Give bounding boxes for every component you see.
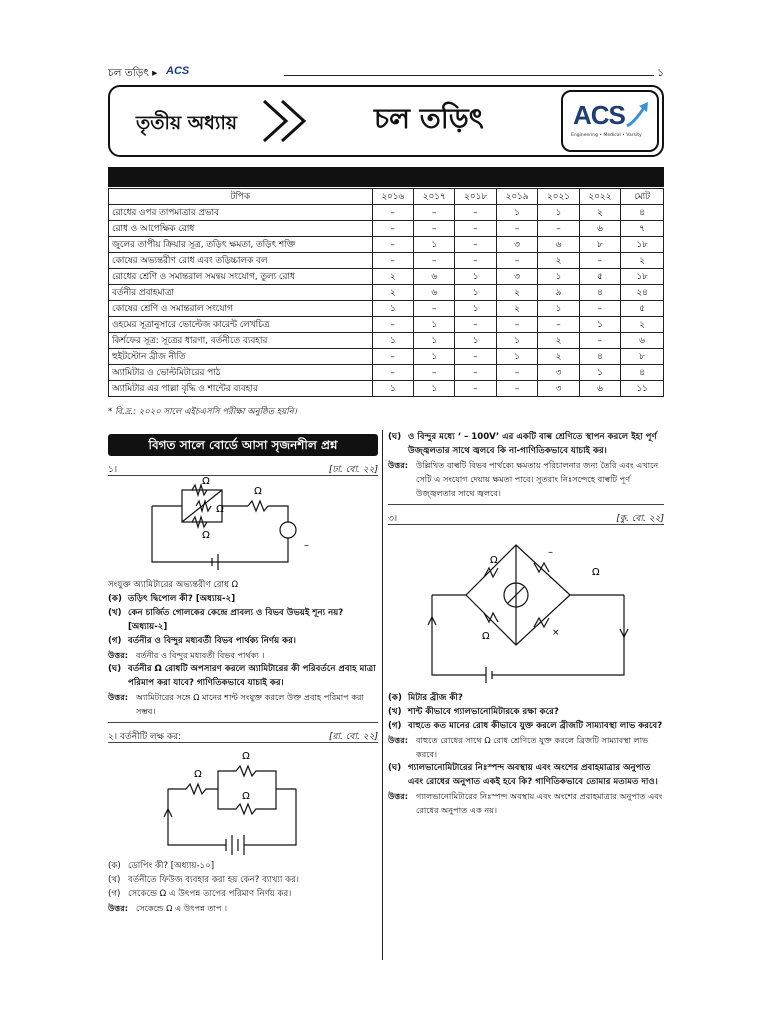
header-rule (284, 75, 654, 76)
table-row (109, 349, 664, 365)
item-label: (ক) (108, 861, 121, 871)
arrow-up-right-icon (625, 100, 651, 128)
count-cell: ২ (372, 285, 413, 301)
count-cell: – (413, 205, 454, 221)
resistor-label: Ω (194, 769, 202, 780)
answer-label: উত্তর: (388, 735, 409, 745)
count-cell: – (413, 253, 454, 269)
resistor-label: Ω (254, 486, 262, 497)
count-cell: ১ (372, 301, 413, 317)
count-cell: – (496, 317, 537, 333)
count-cell: ১১ (621, 381, 664, 397)
answer-label: উত্তর: (108, 650, 129, 660)
left-column (108, 430, 378, 915)
q2-number-text: ২। (108, 732, 118, 742)
footnote: * বি.দ্র.: ২০২০ সালে এইচএসসি পরীক্ষা অনুষ্ঠিত হয়নি। (108, 407, 297, 417)
count-cell: – (496, 381, 537, 397)
item-text: শান্ট কীভাবে গ্যালভানোমিটারকে রক্ষা করে? (408, 707, 559, 717)
item-text: মিটার ব্রীজ কী? (408, 693, 463, 703)
acs-logo (561, 90, 659, 152)
q1-answer-d (108, 690, 378, 718)
year-column-header: ২০১৮ (455, 189, 496, 205)
q1-header (108, 462, 378, 476)
answer-label: উত্তর: (388, 460, 409, 470)
answer-text: গ্যালভানোমিটারের নিঃস্পন্দ অবস্থায় এবং অংশের প্রবাহমাত্রার অনুপাত এবং রোধের অনুপাত এক নয়। (416, 791, 663, 815)
count-cell: – (372, 221, 413, 237)
item-text: কেন চার্জিত গোলকের কেন্দ্রে প্রাবল্য ও বিভব উভয়ই শূন্য নয়? [অধ্যায়-২] (128, 608, 344, 632)
chapter-banner (108, 85, 664, 157)
count-cell: ৯ (538, 285, 579, 301)
right-column (388, 430, 664, 817)
q1-item (108, 606, 378, 634)
count-cell: ৬ (579, 221, 620, 237)
item-label: (ক) (108, 594, 122, 604)
minus-sign: – (548, 547, 553, 558)
count-cell: – (496, 365, 537, 381)
count-cell: – (579, 253, 620, 269)
answer-text: বাহুতে রোধের সাথে Ω রোধ শ্রেণিতে যুক্ত করলে ব্রিজটি সাম্যাবস্থা লাভ করবে। (416, 735, 649, 759)
answer-text: উল্লিখিত বাল্বটি বিভব পার্থক্যে ক্ষমতায় পরিচালনার জন্য তৈরি এবং এখানে সেটি এ সংযোগ দেয়ায় ক্ষমতা পাবে। সুতরাং নিঃসন্দেহে বাল্বটি পূর্ণ উজ্জ্বলতার সাথে জ্বলবে। (416, 460, 659, 498)
answer-text: সেকেন্ডে Ω এ উৎপন্ন তাপ । (136, 903, 228, 913)
year-column-header: ২০১৭ (413, 189, 454, 205)
item-text: বর্তনীতে ফিউজ ব্যবহার করা হয় কেন? ব্যাখ্যা কর। (128, 875, 299, 885)
resistor-label: Ω (592, 567, 600, 578)
count-cell: ৪ (621, 365, 664, 381)
q2-item-d (388, 430, 664, 458)
double-chevron-icon (260, 97, 320, 145)
table-row (109, 221, 664, 237)
table-row (109, 333, 664, 349)
count-cell: – (372, 237, 413, 253)
answer-label: উত্তর: (108, 903, 129, 913)
count-cell: ১ (538, 205, 579, 221)
q3-item (388, 691, 664, 705)
count-cell: ৮ (621, 349, 664, 365)
q1-item (108, 634, 378, 648)
resistor-label: Ω (482, 631, 490, 642)
item-label: (গ) (108, 636, 122, 646)
q3-item-d (388, 761, 664, 789)
table-row (109, 269, 664, 285)
count-cell: – (372, 205, 413, 221)
count-cell: – (455, 365, 496, 381)
count-cell: – (496, 253, 537, 269)
q2-intro: বর্তনীটি লক্ষ কর: (119, 732, 182, 742)
black-divider-bar (108, 167, 664, 187)
count-cell: ১ (413, 349, 454, 365)
table-row (109, 365, 664, 381)
year-column-header: ২০১৬ (372, 189, 413, 205)
count-cell: – (455, 221, 496, 237)
question-divider (388, 504, 664, 505)
q3-header (388, 511, 664, 525)
q3-source: [কু. বো. ২২] (616, 514, 664, 524)
year-column-header: মোট (621, 189, 664, 205)
topic-cell: কির্শফের সূত্র: সূত্রের ধারণা, বর্তনীতে ব্যবহার (109, 333, 373, 349)
item-label: (খ) (388, 707, 402, 717)
topic-cell: জুলের তাপীয় ক্রিয়ার সূত্র, তড়িৎ ক্ষমতা, তড়িৎ শক্তি (109, 237, 373, 253)
count-cell: ৩ (496, 237, 537, 253)
item-text: বর্তনীর ও বিন্দুর মধ্যবর্তী বিভব পার্থক্য নির্ণয় কর। (128, 636, 296, 646)
q2-item (108, 859, 378, 873)
count-cell: ১ (455, 269, 496, 285)
q1-answer-g (108, 648, 378, 662)
count-cell: ১৮ (621, 237, 664, 253)
count-cell: – (538, 221, 579, 237)
q2-item (108, 887, 378, 901)
count-cell: ১ (455, 301, 496, 317)
resistor-label: Ω (242, 751, 250, 762)
q2-source: [রা. বো. ২২] (328, 732, 378, 742)
count-cell: ২ (538, 253, 579, 269)
table-row (109, 317, 664, 333)
count-cell: – (455, 205, 496, 221)
resistor-label: Ω (202, 530, 210, 541)
topic-cell: ওহমের সূত্রানুসারে ভোল্টেজ কারেন্ট লেখচিত্র (109, 317, 373, 333)
count-cell: ১ (455, 285, 496, 301)
count-cell: ৬ (621, 333, 664, 349)
q3-item (388, 719, 664, 733)
count-cell: ৩ (538, 381, 579, 397)
minus-sign: – (304, 540, 309, 551)
count-cell: ২ (538, 349, 579, 365)
count-cell: ১ (413, 237, 454, 253)
resistor-label: Ω (216, 504, 224, 515)
count-cell: ৬ (413, 269, 454, 285)
answer-label: উত্তর: (388, 791, 409, 801)
year-column-header: ২০২২ (579, 189, 620, 205)
count-cell: ১ (579, 365, 620, 381)
count-cell: ৪ (579, 349, 620, 365)
q2-header (108, 729, 378, 743)
topic-cell: বর্তনীর প্রবাহমাত্রা (109, 285, 373, 301)
count-cell: ১ (455, 333, 496, 349)
item-text: বাহুতে কত মানের রোধ কীভাবে যুক্ত করলে ব্রীজটি সাম্যাবস্থা লাভ করবে? (408, 721, 663, 731)
count-cell: ৩ (538, 365, 579, 381)
count-cell: ২ (579, 205, 620, 221)
topic-cell: কোষের অভ্যন্তরীণ রোধ এবং তড়িচ্চালক বল (109, 253, 373, 269)
table-row (109, 205, 664, 221)
item-label: (গ) (108, 889, 121, 899)
count-cell: ২ (372, 269, 413, 285)
count-cell: ১ (538, 269, 579, 285)
answer-text: অ্যামিটারের সঙ্গে Ω মানের শান্ট সংযুক্ত করলে উক্ত প্রবাহ পরিমাপ করা সম্ভব। (136, 692, 364, 716)
count-cell: – (413, 221, 454, 237)
q2-answer-g (108, 901, 378, 915)
year-column-header: ২০২১ (538, 189, 579, 205)
count-cell: ১ (372, 381, 413, 397)
q2-item (108, 873, 378, 887)
count-cell: ২ (621, 317, 664, 333)
count-cell: – (372, 317, 413, 333)
count-cell: ৪ (579, 285, 620, 301)
topic-column-header: টপিক (109, 189, 373, 205)
column-divider (382, 430, 383, 960)
count-cell: – (579, 333, 620, 349)
q2-circuit-diagram (108, 743, 378, 855)
item-label: (ঘ) (388, 432, 402, 442)
q3-answer-d (388, 789, 664, 817)
count-cell: – (455, 349, 496, 365)
q3-answer-g (388, 733, 664, 761)
running-chapter: চল তড়িৎ ▸ (108, 67, 158, 79)
count-cell: ১ (496, 333, 537, 349)
resistor-label: Ω (202, 476, 210, 487)
count-cell: ৬ (579, 381, 620, 397)
year-column-header: ২০১৯ (496, 189, 537, 205)
count-cell: ২ (538, 333, 579, 349)
count-cell: ১ (413, 333, 454, 349)
count-cell: ১৮ (621, 269, 664, 285)
answer-text: বর্তনীর ও বিন্দুর মধ্যবর্তী বিভব পার্থক্য । (136, 650, 265, 660)
count-cell: ৪ (621, 205, 664, 221)
q3-number: ৩। (388, 514, 398, 524)
q1-number: ১। (108, 465, 118, 475)
count-cell: ২৪ (621, 285, 664, 301)
q1-source: [ঢা. বো. ২২] (328, 465, 378, 475)
running-header (108, 66, 664, 82)
q1-item-d (108, 662, 378, 690)
count-cell: – (538, 317, 579, 333)
resistor-label: Ω (242, 791, 250, 802)
count-cell: – (579, 301, 620, 317)
count-cell: ১ (413, 317, 454, 333)
count-cell: ১ (496, 205, 537, 221)
q3-wheatstone-bridge-diagram (388, 525, 664, 687)
q1-circuit-diagram (108, 476, 378, 574)
count-cell: – (372, 349, 413, 365)
topic-cell: রোধের ওপর তাপমাত্রার প্রভাব (109, 205, 373, 221)
count-cell: – (455, 253, 496, 269)
count-cell: ৬ (413, 285, 454, 301)
table-row (109, 381, 664, 397)
table-row (109, 285, 664, 301)
item-text: তড়িৎ দ্বিপোল কী? [অধ্যায়-২] (128, 594, 236, 604)
acs-logo-text: ACS (573, 100, 625, 130)
count-cell: – (496, 221, 537, 237)
table-row (109, 253, 664, 269)
count-cell: – (455, 237, 496, 253)
section-title: বিগত সালে বোর্ডে আসা সৃজনশীল প্রশ্ন (108, 434, 378, 456)
page-number: ১ (657, 67, 664, 79)
q2-number (108, 729, 181, 744)
cross-mark: × (552, 628, 560, 638)
count-cell: – (372, 365, 413, 381)
item-label: (খ) (108, 875, 121, 885)
q2-answer-d (388, 458, 664, 500)
item-label: (ক) (388, 693, 402, 703)
count-cell: – (413, 365, 454, 381)
count-cell: ৫ (621, 301, 664, 317)
answer-label: উত্তর: (108, 692, 129, 702)
question-divider (108, 722, 378, 723)
topic-cell: অ্যামিটার ও ভোল্টমিটারের পাঠ (109, 365, 373, 381)
count-cell: ২ (496, 285, 537, 301)
count-cell: ২ (496, 301, 537, 317)
chapter-title: চল তড়িৎ (374, 102, 484, 135)
count-cell: ৩ (496, 269, 537, 285)
item-text: ডোপিং কী? [অধ্যায়-১০] (128, 861, 215, 871)
q1-item (108, 592, 378, 606)
item-text: গ্যালভানোমিটারের নিঃস্পন্দ অবস্থায় এবং অংশের প্রবাহমাত্রার অনুপাত এবং রোধের অনুপাত একই হবে কি? গাণিতিকভাবে তোমার মতামত দাও। (408, 763, 658, 787)
count-cell: ১ (413, 381, 454, 397)
resistor-label: Ω (490, 555, 498, 566)
count-cell: ১ (496, 349, 537, 365)
topic-cell: কোষের শ্রেণি ও সমান্তরাল সংযোগ (109, 301, 373, 317)
item-label: (ঘ) (108, 664, 122, 674)
topic-cell: হুইটস্টোন ব্রীজ নীতি (109, 349, 373, 365)
table-row (109, 237, 664, 253)
count-cell: ৬ (538, 237, 579, 253)
acs-mini-logo: ACS (166, 65, 190, 77)
item-text: ও বিন্দুর মধ্যে ‘ – 100V’ এর একটি বাল্ব শ্রেণিতে স্থাপন করলে ইহা পূর্ণ উজ্জ্বলতার সাথে জ্বলবে কি না-গাণিতিকভাবে যাচাই কর। (408, 432, 657, 456)
chapter-label: তৃতীয় অধ্যায় (136, 112, 238, 134)
acs-logo-tagline: Engineering • Medical • Varsity (571, 133, 642, 138)
count-cell: ২ (621, 253, 664, 269)
count-cell: – (372, 253, 413, 269)
q3-item (388, 705, 664, 719)
item-label: (ঘ) (388, 763, 402, 773)
q1-stem: সংযুক্ত অ্যামিটারের অভ্যন্তরীণ রোধ Ω (108, 580, 239, 590)
count-cell: – (455, 381, 496, 397)
item-label: (খ) (108, 608, 122, 618)
count-cell: – (413, 301, 454, 317)
item-text: বর্তনীর Ω রোধটি অপসারণ করলে অ্যামিটারের কী পরিবর্তনে প্রবাহ মাত্রা পরিমাপ করা যাবে? গাণিতিকভাবে যাচাই কর। (128, 664, 376, 688)
table-row (109, 301, 664, 317)
count-cell: ১ (538, 301, 579, 317)
count-cell: ১ (579, 317, 620, 333)
count-cell: ১ (372, 333, 413, 349)
topic-cell: রোধ ও আপেক্ষিক রোধ (109, 221, 373, 237)
count-cell: ৭ (621, 221, 664, 237)
table-header-row (109, 189, 664, 205)
topic-cell: অ্যামিটার এর পাল্লা বৃদ্ধি ও শান্টের ব্যবহার (109, 381, 373, 397)
topic-cell: রোধের শ্রেণি ও সমান্তরাল সমন্বয় সংযোগ, তুল্য রোধ (109, 269, 373, 285)
count-cell: – (455, 317, 496, 333)
count-cell: ৫ (579, 269, 620, 285)
count-cell: ৮ (579, 237, 620, 253)
item-text: সেকেন্ডে Ω এ উৎপন্ন তাপের পরিমাণ নির্ণয় কর। (128, 889, 292, 899)
topic-frequency-table (108, 188, 664, 397)
item-label: (গ) (388, 721, 402, 731)
